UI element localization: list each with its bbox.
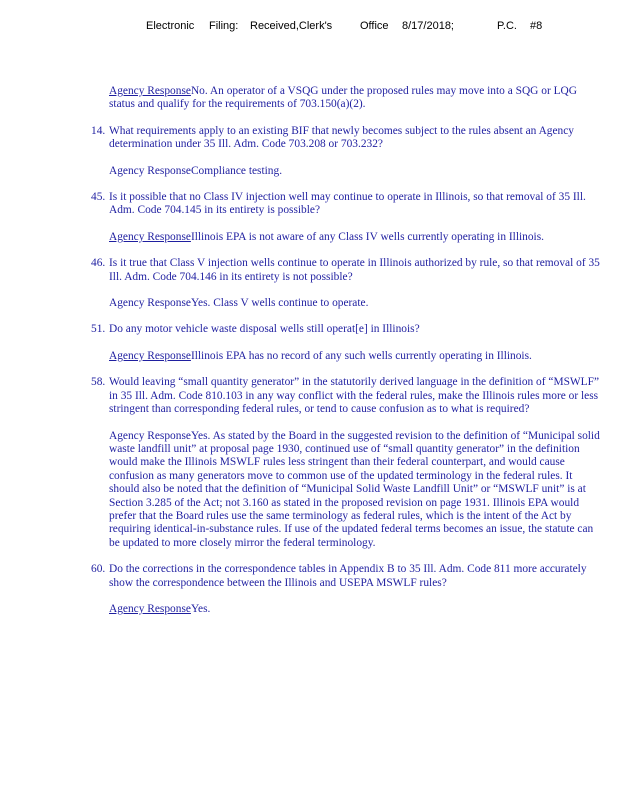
response-text: Yes. As stated by the Board in the suggested revision to the definition of “Municipal solid waste landfill unit” at proposal page 1930, continued use of “small quantity generator” in the definition would make the Illinois MSWLF rules less stringent than their federal counterpart, and would cause confusion as many generators move to common use of the updated terminology in the federal rules. It should also be noted that the definition of “Municipal Solid Waste Landfill Unit” or “MSWLF unit” is at Section 3.285 of the Act; not 3.160 as stated in the proposed revision on page 1931. Illinois EPA would prefer that the Board rules use the same terminology as federal rules, which is the intent of the Act by requiring identical-in-substance rules. If use of the updated federal terms becomes an issue, the statute can be updated to more closely mirror the federal terminology.	[109, 429, 600, 549]
qa-document-body	[91, 85, 603, 616]
response-label: Agency Response	[109, 429, 191, 442]
response-block	[91, 297, 603, 310]
question-item	[91, 257, 603, 284]
response-block	[91, 85, 603, 112]
response-label: Agency Response	[109, 349, 191, 362]
question-item	[91, 376, 603, 416]
response-label: Agency Response	[109, 85, 191, 97]
question-text: Would leaving “small quantity generator” in the statutorily derived language in the definition of “MSWLF” in 35 Ill. Adm. Code 810.103 in any way conflict with the federal rules, make the Illinois rules more or less stringent than corresponding federal rules, or tend to cause confusion as to what is required?	[109, 376, 600, 416]
question-text: What requirements apply to an existing BIF that newly becomes subject to the rules absent an Agency determination under 35 Ill. Adm. Code 703.208 or 703.232?	[109, 124, 574, 151]
question-number: 58.	[91, 376, 106, 389]
response-label: Agency Response	[109, 230, 191, 243]
response-text: Yes. Class V wells continue to operate.	[190, 297, 369, 310]
response-text: Yes.	[190, 602, 211, 615]
response-label: Agency Response	[109, 164, 191, 177]
question-number: 14.	[91, 124, 106, 137]
response-block	[91, 603, 603, 616]
header-office: Office	[360, 20, 389, 32]
header-electronic: Electronic	[146, 20, 195, 32]
response-text: Illinois EPA has no record of any such wells currently operating in Illinois.	[190, 349, 532, 362]
question-item	[91, 125, 603, 152]
header-pc: P.C.	[497, 20, 517, 32]
header-filing: Filing:	[209, 20, 239, 32]
question-text: Is it true that Class V injection wells continue to operate in Illinois authorized by rule, so that removal of 35 Ill. Adm. Code 704.146 in its entirety is not possible?	[109, 257, 600, 283]
response-block	[91, 231, 603, 244]
filing-header	[0, 20, 618, 36]
question-number: 45.	[91, 191, 106, 204]
question-number: 51.	[91, 323, 106, 336]
response-text: Illinois EPA is not aware of any Class IV wells currently operating in Illinois.	[190, 230, 545, 243]
response-label: Agency Response	[109, 602, 191, 615]
question-number: 46.	[91, 257, 106, 270]
header-received: Received,Clerk's	[250, 20, 333, 32]
response-block	[91, 430, 603, 551]
response-text: Compliance testing.	[190, 164, 283, 177]
question-number: 60.	[91, 563, 106, 576]
question-item	[91, 191, 603, 218]
response-block	[91, 350, 603, 363]
question-text: Do the corrections in the correspondence tables in Appendix B to 35 Ill. Adm. Code 811 more accurately show the correspondence between the Illinois and USEPA MSWLF rules?	[109, 563, 587, 589]
response-label: Agency Response	[109, 297, 191, 310]
question-text: Is it possible that no Class IV injection well may continue to operate in Illinois, so that removal of 35 Ill. Adm. Code 704.145 in its entirety is possible?	[109, 191, 586, 217]
question-item	[91, 323, 603, 336]
header-date: 8/17/2018;	[402, 20, 454, 32]
question-text: Do any motor vehicle waste disposal wells still operat[e] in Illinois?	[109, 323, 420, 336]
question-item	[91, 563, 603, 590]
response-block	[91, 165, 603, 178]
response-text: No. An operator of a VSQG under the proposed rules may move into a SQG or LQG status and qualify for the requirements of 703.150(a)(2).	[109, 85, 577, 111]
header-number: #8	[530, 20, 543, 32]
